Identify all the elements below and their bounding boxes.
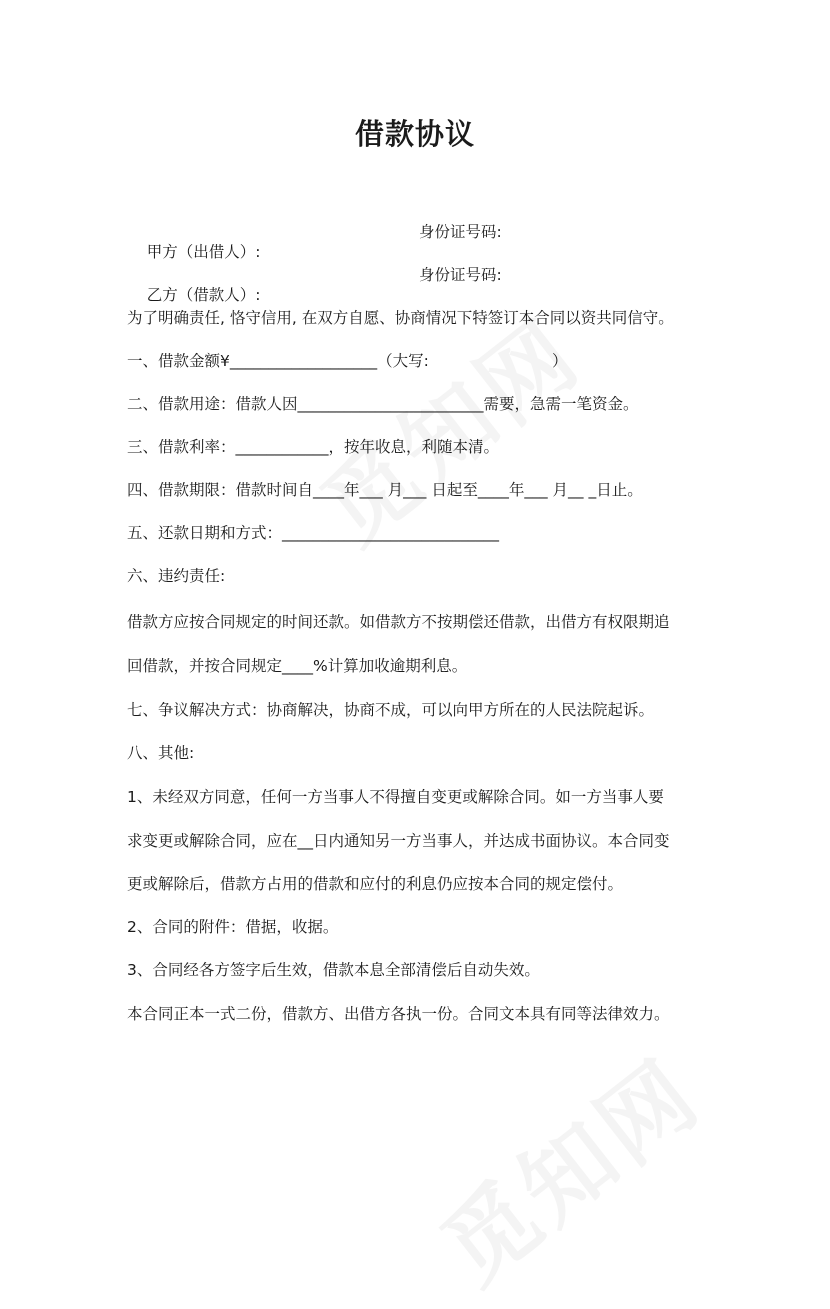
clause-dispute-resolution: 七、争议解决方式：协商解决，协商不成，可以向甲方所在的人民法院起诉。	[127, 701, 655, 719]
clause-breach-text: 回借款，并按合同规定____%计算加收逾期利息。	[127, 657, 468, 675]
clause-loan-term: 四、借款期限：借款时间自____年___ 月___ 日起至____年___ 月__ _日止。	[127, 481, 643, 499]
party-b-label: 乙方（借款人）:	[146, 286, 261, 304]
clause-loan-amount: 一、借款金额¥___________________（大写: ）	[127, 352, 568, 370]
party-a-label: 甲方（出借人）:	[146, 243, 261, 261]
closing-paragraph: 本合同正本一式二份，借款方、出借方各执一份。合同文本具有同等法律效力。	[127, 1005, 670, 1023]
clause-breach-text: 借款方应按合同规定的时间还款。如借款方不按期偿还借款，出借方有权限期追	[127, 613, 670, 631]
party-a-id-label: 身份证号码:	[419, 223, 502, 241]
clause-other-item-1: 1、未经双方同意，任何一方当事人不得擅自变更或解除合同。如一方当事人要	[127, 788, 664, 806]
clause-breach-heading: 六、违约责任:	[127, 567, 226, 585]
clause-interest-rate: 三、借款利率：____________，按年收息，利随本清。	[127, 438, 500, 456]
clause-other-heading: 八、其他:	[127, 744, 195, 762]
clause-other-item-1: 求变更或解除合同，应在__日内通知另一方当事人，并达成书面协议。本合同变	[127, 832, 670, 850]
intro-paragraph: 为了明确责任, 恪守信用, 在双方自愿、协商情况下特签订本合同以资共同信守。	[127, 309, 674, 327]
clause-other-item-1: 更或解除后，借款方占用的借款和应付的利息仍应按本合同的规定偿付。	[127, 875, 624, 893]
document-title: 借款协议	[354, 117, 475, 151]
party-b-id-label: 身份证号码:	[419, 266, 502, 284]
clause-repayment: 五、还款日期和方式：____________________________	[127, 524, 500, 542]
watermark	[411, 1023, 724, 1308]
clause-loan-purpose: 二、借款用途：借款人因________________________需要，急需一笔资金。	[127, 395, 639, 413]
clause-other-item-3: 3、合同经各方签字后生效，借款本息全部清偿后自动失效。	[127, 961, 540, 979]
clause-other-item-2: 2、合同的附件：借据，收据。	[127, 918, 339, 936]
